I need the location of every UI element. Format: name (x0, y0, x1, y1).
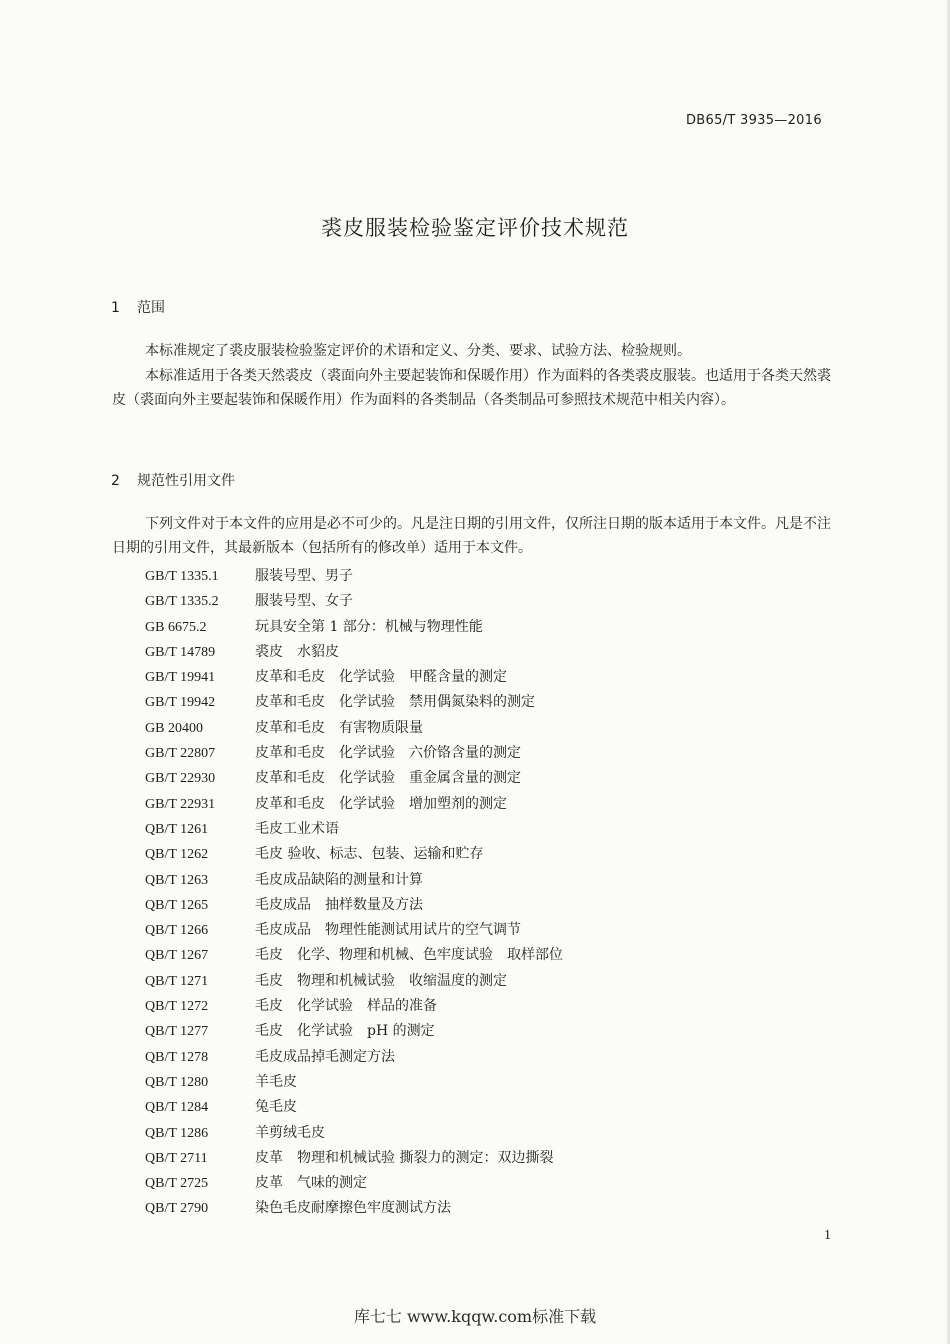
reference-code: GB/T 1335.1 (145, 569, 219, 584)
reference-code: QB/T 1263 (145, 872, 209, 888)
reference-item (145, 616, 563, 641)
reference-item (145, 970, 563, 995)
reference-name: 毛皮 化学试验 样品的准备 (255, 998, 437, 1015)
reference-code: QB/T 1271 (145, 973, 209, 989)
reference-item (145, 995, 563, 1020)
reference-code: QB/T 2725 (145, 1176, 209, 1192)
reference-name: 染色毛皮耐摩擦色牢度测试方法 (255, 1200, 451, 1217)
reference-item (145, 793, 563, 818)
document-title: 裘皮服装检验鉴定评价技术规范 (321, 216, 629, 240)
reference-name: 毛皮成品 抽样数量及方法 (255, 896, 423, 913)
reference-item (145, 1122, 563, 1147)
reference-code: GB/T 22931 (145, 796, 216, 812)
reference-code: GB/T 19942 (145, 695, 216, 711)
footer-watermark: 库七七 www.kqqw.com标准下载 (353, 1307, 597, 1326)
reference-name: 裘皮 水貂皮 (255, 643, 339, 660)
reference-code: QB/T 1278 (145, 1049, 209, 1065)
reference-item (145, 641, 563, 666)
reference-item (145, 919, 563, 944)
section-number: 1 (111, 300, 120, 316)
reference-item (145, 1197, 563, 1222)
reference-code: QB/T 1267 (145, 948, 209, 964)
reference-code: QB/T 1286 (145, 1125, 209, 1141)
reference-name: 兔毛皮 (255, 1099, 297, 1116)
section-heading-normative-references (111, 470, 235, 490)
reference-code: QB/T 2790 (145, 1201, 209, 1217)
section-heading-scope (111, 297, 165, 317)
reference-code: GB/T 19941 (145, 670, 216, 686)
reference-name: 服装号型、女子 (255, 593, 353, 610)
references-intro-paragraph: 下列文件对于本文件的应用是必不可少的。凡是注日期的引用文件，仅所注日期的版本适用于本文件。凡是不注日期的引用文件，其最新版本（包括所有的修改单）适用于本文件。 (112, 516, 831, 556)
reference-code: QB/T 1280 (145, 1074, 209, 1090)
reference-name: 毛皮 验收、标志、包装、运输和贮存 (255, 846, 484, 863)
scope-paragraph-2: 本标准适用于各类天然裘皮（裘面向外主要起装饰和保暖作用）作为面料的各类裘皮服装。也适用于各类天然裘皮（裘面向外主要起装饰和保暖作用）作为面料的各类制品（各类制品可参照技术规范中相关内容）。 (112, 368, 831, 408)
reference-name: 皮革和毛皮 有害物质限量 (255, 719, 423, 736)
reference-code: GB 6675.2 (145, 619, 207, 635)
reference-name: 毛皮 物理和机械试验 收缩温度的测定 (255, 972, 507, 989)
reference-code: QB/T 1262 (145, 847, 209, 863)
reference-name: 皮革 物理和机械试验 撕裂力的测定：双边撕裂 (255, 1149, 554, 1166)
reference-name: 毛皮工业术语 (255, 820, 339, 837)
reference-code: QB/T 1266 (145, 923, 209, 939)
reference-name: 皮革和毛皮 化学试验 禁用偶氮染料的测定 (255, 694, 535, 711)
reference-name: 皮革和毛皮 化学试验 增加塑剂的测定 (255, 795, 507, 812)
reference-item (145, 1096, 563, 1121)
reference-code: GB 20400 (145, 720, 203, 736)
reference-item (145, 666, 563, 691)
section-title: 范围 (137, 300, 165, 316)
reference-name: 毛皮 化学、物理和机械、色牢度试验 取样部位 (255, 947, 563, 964)
reference-item (145, 1020, 563, 1045)
scope-paragraph-1: 本标准规定了裘皮服装检验鉴定评价的术语和定义、分类、要求、试验方法、检验规则。 (145, 343, 691, 359)
reference-code: QB/T 1284 (145, 1100, 209, 1116)
reference-code: QB/T 1265 (145, 897, 209, 913)
reference-code: QB/T 1272 (145, 999, 209, 1015)
reference-item (145, 1172, 563, 1197)
reference-name: 羊剪绒毛皮 (255, 1124, 325, 1141)
reference-item (145, 944, 563, 969)
reference-item (145, 1071, 563, 1096)
reference-item (145, 742, 563, 767)
reference-name: 毛皮成品掉毛测定方法 (255, 1048, 395, 1065)
reference-item (145, 565, 563, 590)
reference-item (145, 691, 563, 716)
reference-code: QB/T 1277 (145, 1024, 209, 1040)
reference-name: 玩具安全第 1 部分：机械与物理性能 (255, 618, 483, 635)
section-number: 2 (111, 473, 120, 489)
page-number: 1 (824, 1228, 831, 1243)
reference-code: GB/T 22930 (145, 771, 216, 787)
reference-code: GB/T 22807 (145, 746, 216, 762)
reference-name: 皮革和毛皮 化学试验 六价铬含量的测定 (255, 745, 521, 762)
reference-item (145, 590, 563, 615)
reference-item (145, 717, 563, 742)
reference-name: 毛皮 化学试验 pH 的测定 (255, 1023, 435, 1040)
section-title: 规范性引用文件 (137, 473, 235, 489)
reference-code: QB/T 2711 (145, 1150, 208, 1166)
standard-code: DB65/T 3935—2016 (686, 113, 822, 128)
reference-name: 毛皮成品缺陷的测量和计算 (255, 871, 423, 888)
reference-item (145, 818, 563, 843)
reference-name: 皮革和毛皮 化学试验 甲醛含量的测定 (255, 669, 507, 686)
reference-item (145, 843, 563, 868)
reference-item (145, 894, 563, 919)
reference-list (145, 565, 563, 1223)
reference-name: 羊毛皮 (255, 1073, 297, 1090)
reference-item (145, 767, 563, 792)
reference-name: 毛皮成品 物理性能测试用试片的空气调节 (255, 922, 521, 939)
reference-name: 皮革和毛皮 化学试验 重金属含量的测定 (255, 770, 521, 787)
reference-item (145, 869, 563, 894)
reference-code: QB/T 1261 (145, 821, 209, 837)
reference-code: GB/T 14789 (145, 644, 216, 660)
reference-name: 服装号型、男子 (255, 568, 353, 584)
reference-item (145, 1147, 563, 1172)
reference-name: 皮革 气味的测定 (255, 1175, 367, 1192)
reference-item (145, 1046, 563, 1071)
reference-code: GB/T 1335.2 (145, 594, 219, 610)
